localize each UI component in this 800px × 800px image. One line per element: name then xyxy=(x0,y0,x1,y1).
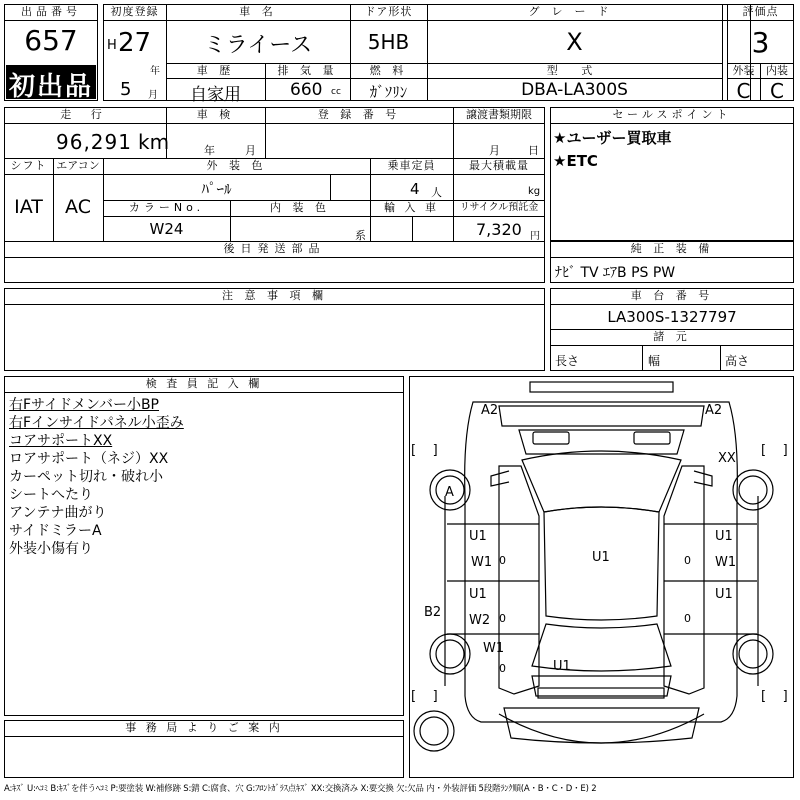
mark-door-lf-sub: W1 xyxy=(471,555,493,570)
mark-door-lr-zero: 0 xyxy=(499,612,506,625)
color-no-label: カラーNo. xyxy=(128,201,205,214)
max-load-unit: kg xyxy=(528,186,541,197)
grade-label: グレード xyxy=(528,5,621,18)
length-label: 長さ xyxy=(555,354,580,368)
inspector-note: サイドミラーA xyxy=(9,523,102,539)
ac-label: エアコン xyxy=(56,159,100,172)
inspector-note: 外装小傷有り xyxy=(9,541,93,557)
mark-sill-left: B2 xyxy=(424,605,442,620)
dims-label: 諸 元 xyxy=(653,330,691,343)
mark-bracket-rear-right: [ ] xyxy=(761,689,788,704)
transfer-label: 譲渡書類期限 xyxy=(466,108,532,121)
recycle-value: 7,320 xyxy=(476,220,522,239)
mark-front-left: A2 xyxy=(481,403,499,418)
inspector-note: シートへたり xyxy=(9,487,93,503)
door-label: ドア形状 xyxy=(364,5,413,18)
mark-rear-fender-left-zero: 0 xyxy=(499,662,506,675)
mark-door-lr: U1 xyxy=(469,587,487,602)
color-no-value: W24 xyxy=(149,220,184,238)
reg-era: H xyxy=(107,38,117,53)
int-color-unit: 系 xyxy=(355,229,366,242)
recycle-label: リサイクル預託金 xyxy=(459,202,539,213)
int-color-label: 内 装 色 xyxy=(270,201,330,214)
mileage-value: 96,291 xyxy=(56,130,132,154)
exterior-grade: C xyxy=(736,79,751,103)
import-label: 輸 入 車 xyxy=(384,201,439,214)
sales-point-item: ★ユーザー買取車 xyxy=(553,129,672,147)
shift-value: IAT xyxy=(14,196,43,218)
inspector-note: アンテナ曲がり xyxy=(9,505,107,521)
car-name-label: 車 名 xyxy=(239,5,277,18)
recycle-unit: 円 xyxy=(530,231,540,242)
max-load-label: 最大積載量 xyxy=(469,159,529,172)
first-listing-text: 初出品 xyxy=(8,72,93,102)
inspector-note: コアサポートXX xyxy=(9,433,113,449)
reg-label: 初度登録 xyxy=(110,5,159,18)
legend-text: A:ｷｽﾞ U:ﾍｺﾐ B:ｷｽﾞを伴うﾍｺﾐ P:要塗装 W:補修跡 S:錆 C:腐食、穴 G:ﾌﾛﾝﾄｶﾞﾗｽ点ｷｽﾞ XX:交換済み X:要交換 欠:欠品 内・外装評価 5段階ﾗﾝｸ順(A・B・C・D・E) 2 xyxy=(4,784,597,794)
displacement-unit: cc xyxy=(331,87,341,97)
mileage-label: 走 行 xyxy=(60,108,110,121)
mark-bracket-left: [ ] xyxy=(411,443,438,458)
ext-color-value: ﾊﾟｰﾙ xyxy=(201,180,232,198)
interior-grade: C xyxy=(770,79,784,103)
score-value: 3 xyxy=(751,26,770,59)
mark-door-lf-zero: 0 xyxy=(499,554,506,567)
model-value: DBA-LA300S xyxy=(521,80,628,100)
displacement-label: 排 気 量 xyxy=(277,64,338,77)
ac-value: AC xyxy=(65,196,91,218)
sales-point-item: ★ETC xyxy=(553,152,598,170)
inspector-note: カーペット切れ・破れ小 xyxy=(9,469,163,485)
cautions-label: 注 意 事 項 欄 xyxy=(222,289,327,302)
inspection-label: 車 検 xyxy=(196,108,235,121)
inspector-notes xyxy=(9,396,399,558)
ext-color-label: 外 装 色 xyxy=(206,159,267,172)
mark-tire-lf: A xyxy=(445,485,454,500)
car-name: ミライース xyxy=(203,33,313,58)
exterior-grade-label: 外装 xyxy=(732,64,755,77)
chassis-value: LA300S-1327797 xyxy=(607,308,737,326)
reg-month: 5 xyxy=(120,79,132,100)
lot-number: 657 xyxy=(24,24,78,57)
inspector-note: 右Fサイドメンバー小BP xyxy=(9,397,159,413)
history-label: 車 歴 xyxy=(196,64,235,77)
inspector-note: 右Fインサイドパネル小歪み xyxy=(9,415,184,431)
model-label: 型 式 xyxy=(546,64,603,77)
width-label: 幅 xyxy=(648,354,661,368)
lot-label: 出品番号 xyxy=(21,5,81,18)
equipment-label: 純 正 装 備 xyxy=(630,242,714,255)
mileage-unit: km xyxy=(138,130,170,154)
mark-roof: U1 xyxy=(592,550,610,565)
mark-rear-fender-left: W1 xyxy=(483,641,505,656)
reg-month-unit: 月 xyxy=(148,90,158,101)
fuel-value: ｶﾞｿﾘﾝ xyxy=(369,83,408,101)
height-label: 高さ xyxy=(725,354,750,368)
later-parts-label: 後日発送部品 xyxy=(223,242,326,255)
inspection-month-unit: 月 xyxy=(245,144,256,157)
inspector-note: ロアサポート（ネジ）XX xyxy=(9,451,169,467)
mark-door-lr-sub: W2 xyxy=(469,613,491,628)
sales-points-label: セールスポイント xyxy=(612,108,732,121)
history-value: 自家用 xyxy=(190,85,241,105)
mark-front-right: A2 xyxy=(705,403,723,418)
transfer-month-unit: 月 xyxy=(489,144,500,157)
car-diagram xyxy=(409,376,794,778)
mark-bracket-right: [ ] xyxy=(761,443,788,458)
office-label: 事 務 局 よ り ご 案 内 xyxy=(125,721,283,734)
reg-year: 27 xyxy=(118,28,152,58)
mark-door-rr: U1 xyxy=(715,587,733,602)
capacity-value: 4 xyxy=(410,180,420,198)
capacity-unit: 人 xyxy=(431,186,442,199)
mark-tire-rf: XX xyxy=(718,451,736,466)
mark-door-rf-label: W1 xyxy=(715,555,737,570)
grade-value: X xyxy=(566,28,583,56)
mark-rear: U1 xyxy=(553,659,571,674)
score-label: 評価点 xyxy=(742,5,779,18)
inspection-year-unit: 年 xyxy=(204,144,215,157)
chassis-label: 車 台 番 号 xyxy=(630,289,714,302)
equipment-value: ﾅﾋﾞ TV ｴｱB PS PW xyxy=(555,265,676,281)
fuel-label: 燃 料 xyxy=(369,64,408,77)
mark-door-rf: U1 xyxy=(715,529,733,544)
displacement-value: 660 xyxy=(290,80,323,100)
mark-door-lf: U1 xyxy=(469,529,487,544)
reg-year-unit: 年 xyxy=(150,66,160,77)
shift-label: シフト xyxy=(10,159,47,172)
mark-door-rf-zero: 0 xyxy=(684,554,691,567)
plate-label: 登 録 番 号 xyxy=(317,108,401,121)
capacity-label: 乗車定員 xyxy=(387,159,436,172)
inspector-label: 検 査 員 記 入 欄 xyxy=(145,377,263,390)
sales-points-box xyxy=(550,107,794,241)
transfer-day-unit: 日 xyxy=(528,144,539,157)
mark-bracket-rear-left: [ ] xyxy=(411,689,438,704)
interior-grade-label: 内装 xyxy=(766,64,788,77)
mark-door-rr-zero: 0 xyxy=(684,612,691,625)
door-value: 5HB xyxy=(367,30,410,54)
